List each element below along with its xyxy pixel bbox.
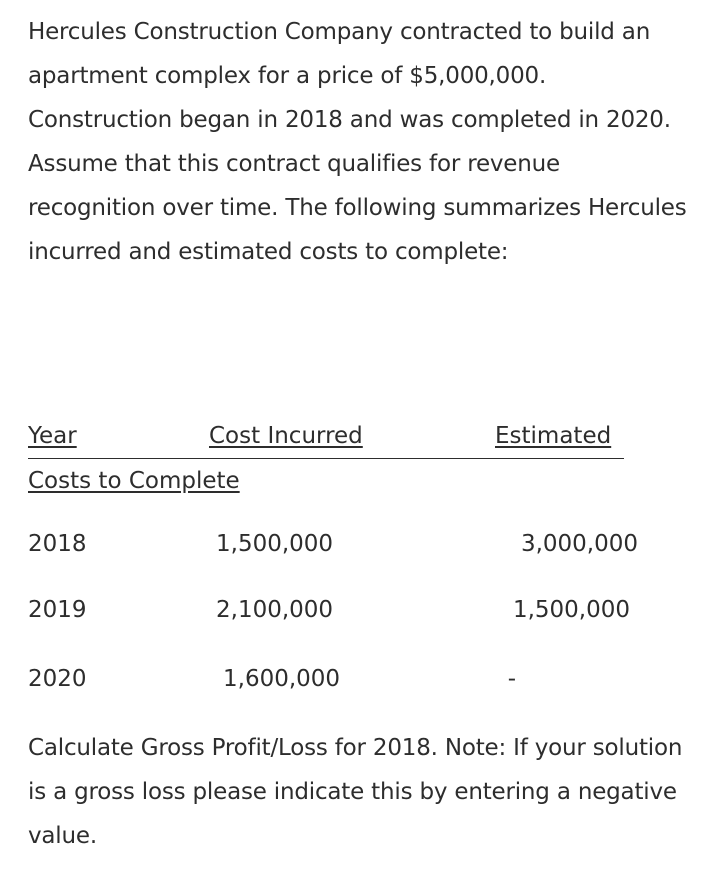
table-header-row-continued — [28, 459, 628, 503]
header-costs-to-complete: Costs to Complete — [28, 468, 240, 494]
table-header — [28, 414, 628, 503]
row-estimated: 1,500,000 — [512, 597, 630, 623]
row-cost-incurred: 1,600,000 — [223, 666, 341, 692]
row-cost-incurred: 1,500,000 — [216, 531, 334, 557]
header-estimated: Estimated — [495, 423, 612, 449]
question-text: Calculate Gross Profit/Loss for 2018. Note: If your solution is a gross loss please indicate this by entering a negative value. — [28, 735, 683, 849]
problem-intro-text: Hercules Construction Company contracted to build an apartment complex for a price of $5,000,000. Construction began in 2018 and was completed in 2020. Assume that this contract qualifies for revenue recognition over time. The following summarizes Hercules incurred and estimated costs to complete: — [28, 19, 687, 265]
header-cost-incurred: Cost Incurred — [209, 423, 363, 449]
row-cost-incurred: 2,100,000 — [216, 597, 334, 623]
row-year: 2020 — [28, 666, 87, 692]
row-estimated: 3,000,000 — [520, 531, 638, 557]
table-row — [28, 593, 668, 627]
header-year: Year — [28, 423, 77, 449]
row-year: 2018 — [28, 531, 87, 557]
row-estimated: - — [507, 666, 516, 692]
table-row — [28, 527, 668, 561]
table-header-row — [28, 414, 624, 459]
table-row — [28, 662, 668, 696]
row-year: 2019 — [28, 597, 87, 623]
